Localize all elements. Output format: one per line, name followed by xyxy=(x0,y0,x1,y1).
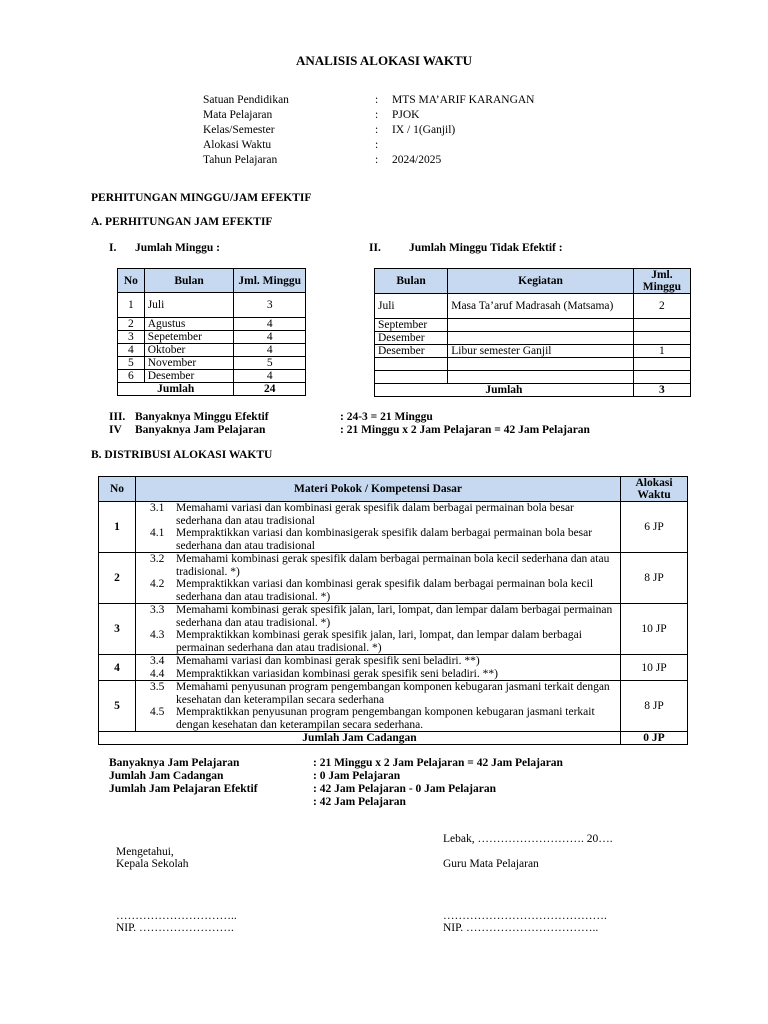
ne-cell-count xyxy=(633,371,690,384)
weeks-cell-month: Oktober xyxy=(144,344,234,357)
kd-item xyxy=(150,553,617,578)
sub-ii-label: Jumlah Minggu Tidak Efektif : xyxy=(409,242,563,254)
ne-cell-count xyxy=(633,319,690,332)
weeks-header-no: No xyxy=(118,269,145,293)
dist-row xyxy=(99,553,688,604)
section-a-heading: A. PERHITUNGAN JAM EFEKTIF xyxy=(91,216,273,228)
distribution-table xyxy=(98,476,688,745)
dist-header-no: No xyxy=(99,477,136,502)
weeks-cell-count: 4 xyxy=(234,344,306,357)
weeks-row xyxy=(118,357,306,370)
kd-item xyxy=(150,667,617,681)
summary-row xyxy=(109,757,563,770)
ne-cell-count: 2 xyxy=(633,294,690,319)
info-block xyxy=(203,93,535,168)
ne-row xyxy=(375,294,691,319)
dist-cell-allocation: 10 JP xyxy=(621,655,688,681)
dist-cell-material xyxy=(136,553,621,604)
kd-item xyxy=(150,629,617,654)
ne-cell-month xyxy=(375,371,448,384)
kd-item xyxy=(150,578,617,603)
summary-key: Jumlah Jam Pelajaran Efektif xyxy=(109,783,258,795)
dist-cell-material xyxy=(136,604,621,655)
section-main-heading: PERHITUNGAN MINGGU/JAM EFEKTIF xyxy=(91,192,312,204)
ne-cell-month: Desember xyxy=(375,332,448,345)
dist-row xyxy=(99,655,688,681)
ne-row xyxy=(375,332,691,345)
ne-cell-activity xyxy=(448,358,634,371)
iii-num: III. xyxy=(109,411,126,423)
kd-number: 3.5 xyxy=(150,681,165,693)
summary-value: : 0 Jam Pelajaran xyxy=(313,770,401,782)
dist-row xyxy=(99,681,688,732)
summary-value: : 21 Minggu x 2 Jam Pelajaran = 42 Jam Pelajaran xyxy=(313,757,563,769)
kd-item xyxy=(150,706,617,731)
kd-number: 3.1 xyxy=(150,502,165,514)
summary-value: : 42 Jam Pelajaran - 0 Jam Pelajaran xyxy=(313,783,497,795)
ne-cell-activity: Libur semester Ganjil xyxy=(448,345,634,358)
kd-text: Mempraktikkan penyusunan program pengembangan komponen kebugaran jasmani terkait dengan kesehatan dan keterampilan secara sederhana. xyxy=(176,706,595,731)
weeks-cell-count: 4 xyxy=(234,331,306,344)
weeks-cell-month: Agustus xyxy=(144,318,234,331)
ne-cell-activity xyxy=(448,371,634,384)
dist-cell-no: 2 xyxy=(99,553,136,604)
info-value: MTS MA’ARIF KARANGAN xyxy=(392,94,535,106)
dist-cell-no: 5 xyxy=(99,681,136,732)
kd-number: 4.1 xyxy=(150,527,165,539)
kd-text: Mempraktikkan variasi dan kombinasi gerak spesifik dalam berbagai permainan bola kecil sederhana dan atau tradisional. *) xyxy=(176,578,594,603)
non-effective-weeks-table xyxy=(374,268,691,397)
dist-header-allocation: Alokasi Waktu xyxy=(621,477,688,502)
info-key: Alokasi Waktu xyxy=(203,139,272,151)
principal-title: Kepala Sekolah xyxy=(116,858,189,870)
iii-value: : 24-3 = 21 Minggu xyxy=(340,411,433,423)
dist-cell-no: 4 xyxy=(99,655,136,681)
teacher-nip: NIP. …………………………….. xyxy=(443,922,599,934)
iv-label: Banyaknya Jam Pelajaran xyxy=(135,424,266,436)
ne-row xyxy=(375,371,691,384)
kd-text: Mempraktikkan variasidan kombinasi gerak spesifik seni beladiri. **) xyxy=(176,667,498,680)
approval-label: Mengetahui, xyxy=(116,846,174,858)
info-value: PJOK xyxy=(392,109,420,121)
weeks-cell-count: 5 xyxy=(234,357,306,370)
dist-row xyxy=(99,502,688,553)
weeks-cell-no: 4 xyxy=(118,344,145,357)
ne-header-count: Jml. Minggu xyxy=(633,269,690,294)
kd-item xyxy=(150,527,617,552)
info-row xyxy=(203,138,535,153)
ne-cell-month: Juli xyxy=(375,294,448,319)
dist-cell-no: 3 xyxy=(99,604,136,655)
dist-cell-no: 1 xyxy=(99,502,136,553)
kd-item xyxy=(150,681,617,706)
info-value: 2024/2025 xyxy=(392,154,442,166)
weeks-header-month: Bulan xyxy=(144,269,234,293)
info-colon: : xyxy=(375,139,379,151)
weeks-header-count: Jml. Minggu xyxy=(234,269,306,293)
summary-key: Jumlah Jam Cadangan xyxy=(109,770,224,782)
info-row xyxy=(203,153,535,168)
kd-number: 3.4 xyxy=(150,655,165,667)
dist-cell-material xyxy=(136,681,621,732)
kd-text: Memahami kombinasi gerak spesifik dalam berbagai permainan bola kecil sederhana dan atau tradisional. *) xyxy=(176,553,610,578)
dist-cell-allocation: 8 JP xyxy=(621,681,688,732)
sub-i-label: Jumlah Minggu : xyxy=(135,242,220,254)
kd-number: 3.3 xyxy=(150,604,165,616)
ne-cell-activity xyxy=(448,332,634,345)
summary-row xyxy=(109,770,563,783)
document-title: ANALISIS ALOKASI WAKTU xyxy=(295,53,473,68)
summary-row xyxy=(109,796,563,809)
info-key: Tahun Pelajaran xyxy=(203,154,278,166)
ne-row xyxy=(375,319,691,332)
ne-cell-activity: Masa Ta’aruf Madrasah (Matsama) xyxy=(448,294,634,319)
kd-number: 4.4 xyxy=(150,667,165,680)
dist-total-row xyxy=(99,732,688,745)
kd-text: Mempraktikkan kombinasi gerak spesifik jalan, lari, lompat, dan lempar dalam berbagai permainan sederhana dan atau tradisional. *) xyxy=(176,629,582,654)
dist-header-material: Materi Pokok / Kompetensi Dasar xyxy=(136,477,621,502)
ne-total-label: Jumlah xyxy=(375,384,634,397)
iii-iv-block xyxy=(109,411,590,437)
summary-row xyxy=(109,783,563,796)
ne-cell-activity xyxy=(448,319,634,332)
dist-cell-material xyxy=(136,655,621,681)
info-row xyxy=(203,108,535,123)
weeks-cell-no: 1 xyxy=(118,293,145,318)
ne-cell-count xyxy=(633,332,690,345)
info-colon: : xyxy=(375,154,379,166)
dist-cell-allocation: 10 JP xyxy=(621,604,688,655)
principal-name-line: ………………………….. xyxy=(116,910,237,922)
teacher-name-line: ……………………………………. xyxy=(443,910,607,922)
iii-label: Banyaknya Minggu Efektif xyxy=(135,411,269,423)
teacher-title: Guru Mata Pelajaran xyxy=(443,858,539,870)
weeks-cell-no: 2 xyxy=(118,318,145,331)
kd-number: 4.5 xyxy=(150,706,165,718)
summary-key: Banyaknya Jam Pelajaran xyxy=(109,757,240,769)
kd-text: Memahami variasi dan kombinasi gerak spesifik seni beladiri. **) xyxy=(176,655,480,667)
dist-total-value: 0 JP xyxy=(621,732,688,745)
weeks-row xyxy=(118,318,306,331)
ne-row xyxy=(375,345,691,358)
iv-num: IV xyxy=(109,424,122,436)
kd-number: 4.2 xyxy=(150,578,165,590)
kd-item xyxy=(150,502,617,527)
kd-text: Mempraktikkan variasi dan kombinasigerak spesifik dalam berbagai permainan bola besar sederhana dan atau tradisional xyxy=(176,527,593,552)
weeks-row xyxy=(118,331,306,344)
iv-value: : 21 Minggu x 2 Jam Pelajaran = 42 Jam Pelajaran xyxy=(340,424,590,436)
summary-value: : 42 Jam Pelajaran xyxy=(313,796,406,808)
weeks-total-label: Jumlah xyxy=(118,383,234,396)
weeks-cell-month: Juli xyxy=(144,293,234,318)
weeks-cell-count: 3 xyxy=(234,293,306,318)
ne-cell-count xyxy=(633,358,690,371)
principal-nip: NIP. ……………………. xyxy=(116,922,234,934)
kd-item xyxy=(150,655,617,668)
info-value: IX / 1(Ganjil) xyxy=(392,124,456,136)
info-colon: : xyxy=(375,109,379,121)
ne-cell-count: 1 xyxy=(633,345,690,358)
weeks-row xyxy=(118,344,306,357)
info-row xyxy=(203,123,535,138)
info-key: Satuan Pendidikan xyxy=(203,94,289,106)
weeks-row xyxy=(118,293,306,318)
summary-block xyxy=(109,757,563,809)
weeks-cell-month: Desember xyxy=(144,370,234,383)
ne-cell-month: September xyxy=(375,319,448,332)
place-date: Lebak, ………………………. 20…. xyxy=(443,833,613,845)
sub-i-num: I. xyxy=(109,242,117,254)
weeks-cell-month: November xyxy=(144,357,234,370)
ne-total-row xyxy=(375,384,691,397)
info-key: Mata Pelajaran xyxy=(203,109,273,121)
weeks-total-value: 24 xyxy=(234,383,306,396)
dist-total-label: Jumlah Jam Cadangan xyxy=(99,732,621,745)
dist-cell-allocation: 8 JP xyxy=(621,553,688,604)
weeks-cell-count: 4 xyxy=(234,318,306,331)
weeks-cell-no: 6 xyxy=(118,370,145,383)
info-key: Kelas/Semester xyxy=(203,124,275,136)
kd-number: 3.2 xyxy=(150,553,165,565)
summary-key xyxy=(109,796,313,809)
weeks-cell-count: 4 xyxy=(234,370,306,383)
kd-text: Memahami variasi dan kombinasi gerak spesifik dalam berbagai permainan bola besar sederhana dan atau tradisional xyxy=(176,502,574,527)
weeks-total-row xyxy=(118,383,306,396)
ne-header-month: Bulan xyxy=(375,269,448,294)
weeks-cell-no: 5 xyxy=(118,357,145,370)
section-b-heading: B. DISTRIBUSI ALOKASI WAKTU xyxy=(91,449,273,461)
kd-number: 4.3 xyxy=(150,629,165,641)
ne-header-activity: Kegiatan xyxy=(448,269,634,294)
kd-text: Memahami kombinasi gerak spesifik jalan, lari, lompat, dan lempar dalam berbagai permainan sederhana dan atau tradisional. *) xyxy=(176,604,613,629)
ne-cell-month xyxy=(375,358,448,371)
info-colon: : xyxy=(375,124,379,136)
weeks-cell-no: 3 xyxy=(118,331,145,344)
dist-cell-material xyxy=(136,502,621,553)
ne-cell-month: Desember xyxy=(375,345,448,358)
ne-total-value: 3 xyxy=(633,384,690,397)
kd-item xyxy=(150,604,617,629)
sub-ii-num: II. xyxy=(369,242,381,254)
weeks-table xyxy=(117,268,306,396)
kd-text: Memahami penyusunan program pengembangan komponen kebugaran jasmani terkait dengan kesehatan dan keterampilan secara sederhana xyxy=(176,681,610,706)
weeks-cell-month: Sepetember xyxy=(144,331,234,344)
info-colon: : xyxy=(375,94,379,106)
dist-row xyxy=(99,604,688,655)
dist-cell-allocation: 6 JP xyxy=(621,502,688,553)
weeks-row xyxy=(118,370,306,383)
ne-row xyxy=(375,358,691,371)
info-row xyxy=(203,93,535,108)
